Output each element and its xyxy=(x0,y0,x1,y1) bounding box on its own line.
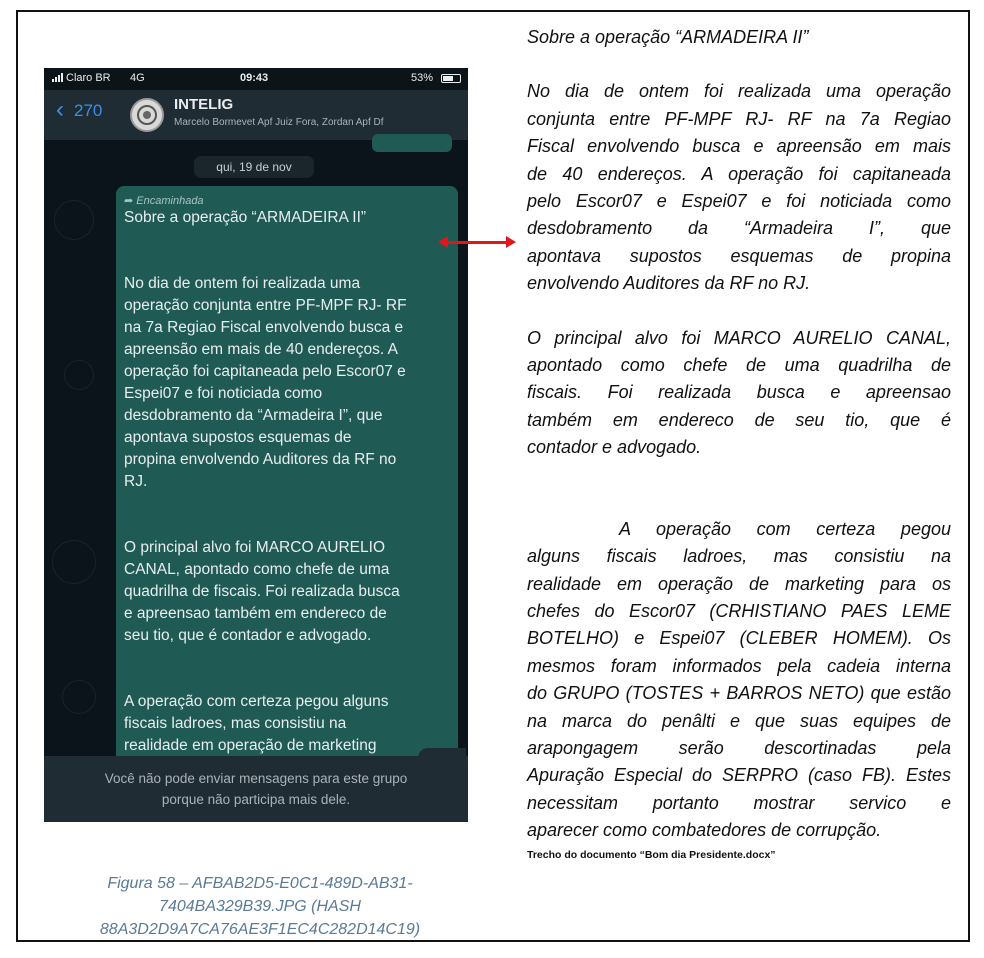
back-button-count[interactable]: 270 xyxy=(74,101,103,120)
group-avatar[interactable] xyxy=(130,98,164,132)
status-bar xyxy=(44,68,468,90)
battery-percent: 53% xyxy=(411,72,434,84)
forwarded-label: Encaminhada xyxy=(136,195,204,207)
text-line: O principal alvo foi MARCO AURELIO CANAL, xyxy=(527,327,951,348)
message-line: propina envolvendo Auditores da RF no xyxy=(124,451,397,468)
paragraph-3 xyxy=(527,516,951,845)
message-line: operação foi capitaneada pelo Escor07 e xyxy=(124,363,406,380)
message-line: quadrilha de fiscais. Foi realizada busca xyxy=(124,583,400,600)
message-line: RJ. xyxy=(124,473,148,490)
message-line: apreensão em mais de 40 endereços. A xyxy=(124,341,399,358)
figure-caption xyxy=(70,872,450,941)
text-line: arapongagem serão descortinadas pela xyxy=(527,737,951,758)
arrow-head-right-icon xyxy=(506,236,516,248)
battery-icon xyxy=(441,74,461,83)
text-line: também em endereco de seu tio, que é xyxy=(527,409,951,430)
text-line: pelo Escor07 e Espei07 e foi noticiada como xyxy=(527,191,951,212)
signal-icon xyxy=(52,73,63,82)
not-participant-notice xyxy=(44,756,468,822)
caption-line: 88A3D2D9A7CA76AE3F1EC4C282D14C19) xyxy=(99,921,421,938)
text-line: apontava supostos esquemas de propina xyxy=(527,245,951,266)
message-line: No dia de ontem foi realizada uma xyxy=(124,275,361,292)
text-line: No dia de ontem foi realizada uma operação xyxy=(527,81,951,102)
message-line: desdobramento da “Armadeira I”, que xyxy=(124,407,383,424)
caption-line: Figura 58 – AFBAB2D5-E0C1-489D-AB31- xyxy=(107,875,413,892)
excerpt-title: Sobre a operação “ARMADEIRA II” xyxy=(527,27,809,47)
text-line: contador e advogado. xyxy=(527,437,702,458)
text-line: do GRUPO (TOSTES + BARROS NETO) que estão xyxy=(527,683,951,704)
group-members: Marcelo Bormevet Apf Juiz Fora, Zordan Apf Df xyxy=(174,117,384,128)
message-spacer xyxy=(124,515,450,537)
text-line: desdobramento da “Armadeira I”, que xyxy=(527,218,951,239)
message-spacer xyxy=(124,493,450,515)
network-label: 4G xyxy=(130,72,145,84)
wallpaper-doodle-icon xyxy=(54,200,94,240)
chat-header xyxy=(44,90,468,140)
arrow-head-left-icon xyxy=(438,236,448,248)
document-excerpt xyxy=(527,24,951,845)
whatsapp-screenshot xyxy=(44,68,468,822)
message-line: fiscais ladroes, mas consistiu na xyxy=(124,715,347,732)
carrier-label: Claro BR xyxy=(66,72,111,84)
message-line: CANAL, apontado como chefe de uma xyxy=(124,561,390,578)
seal-icon xyxy=(137,105,157,125)
notice-line: Você não pode enviar mensagens para este grupo xyxy=(104,771,408,786)
previous-message-bubble xyxy=(372,134,452,152)
text-line: BOTELHO) e Espei07 (CLEBER HOMEM). Os xyxy=(527,628,951,649)
message-spacer xyxy=(124,251,450,273)
text-line: na marca do penâlti e que suas equipes de xyxy=(527,710,951,731)
text-line: envolvendo Auditores da RF no RJ. xyxy=(527,273,811,294)
text-line: necessitam portanto mostrar servico e xyxy=(527,792,951,813)
paragraph-1 xyxy=(527,78,951,297)
group-name[interactable]: INTELIG xyxy=(174,96,234,113)
message-spacer xyxy=(124,669,450,691)
back-chevron-icon[interactable]: ‹ xyxy=(56,96,64,123)
text-line: de 40 endereços. A operação foi capitaneada xyxy=(527,163,951,184)
text-line: conjunta entre PF-MPF RJ- RF na 7a Regiao xyxy=(527,108,951,129)
source-note: Trecho do documento “Bom dia Presidente.docx” xyxy=(527,849,776,861)
message-line: Espei07 e foi noticiada como xyxy=(124,385,323,402)
message-line: realidade em operação de marketing xyxy=(124,737,377,754)
chat-body[interactable] xyxy=(44,140,468,756)
double-arrow-icon xyxy=(446,241,508,244)
forwarded-message-bubble[interactable] xyxy=(116,186,458,786)
text-line: realidade em operação de marketing para os xyxy=(527,573,951,594)
text-line: apontado como chefe de uma quadrilha de xyxy=(527,355,951,376)
forward-arrow-icon: ➦ xyxy=(124,195,134,207)
message-line: seu tio, que é contador e advogado. xyxy=(124,627,372,644)
text-line: Fiscal envolvendo busca e apreensão em mais xyxy=(527,136,951,157)
message-line: Sobre a operação “ARMADEIRA II” xyxy=(124,209,367,226)
date-chip: qui, 19 de nov xyxy=(194,156,314,178)
text-line: alguns fiscais ladroes, mas consistiu na xyxy=(527,546,951,567)
caption-line: 7404BA329B39.JPG (HASH xyxy=(159,898,361,915)
wallpaper-doodle-icon xyxy=(64,360,94,390)
text-line: Apuração Especial do SERPRO (caso FB). Estes xyxy=(527,765,951,786)
forwarded-indicator xyxy=(124,194,450,207)
text-line: aparecer como combatedores de corrupção. xyxy=(527,820,882,841)
text-line: chefes do Escor07 (CRHISTIANO PAES LEME xyxy=(527,600,951,621)
message-line: e apreensao também em endereco de xyxy=(124,605,387,622)
status-time: 09:43 xyxy=(240,72,269,84)
text-line: A operação com certeza pegou xyxy=(619,518,951,539)
wallpaper-doodle-icon xyxy=(62,680,96,714)
message-line: O principal alvo foi MARCO AURELIO xyxy=(124,539,386,556)
message-spacer xyxy=(124,229,450,251)
text-line: mesmos foram informados pela cadeia interna xyxy=(527,655,951,676)
message-spacer xyxy=(124,647,450,669)
text-line: fiscais. Foi realizada busca e apreensao xyxy=(527,382,951,403)
message-line: A operação com certeza pegou alguns xyxy=(124,693,389,710)
notice-line: porque não participa mais dele. xyxy=(161,792,351,807)
message-text xyxy=(124,207,450,757)
message-line: na 7a Regiao Fiscal envolvendo busca e xyxy=(124,319,404,336)
message-line: operação conjunta entre PF-MPF RJ- RF xyxy=(124,297,407,314)
message-line: apontava supostos esquemas de xyxy=(124,429,352,446)
wallpaper-doodle-icon xyxy=(52,540,96,584)
paragraph-2 xyxy=(527,325,951,462)
